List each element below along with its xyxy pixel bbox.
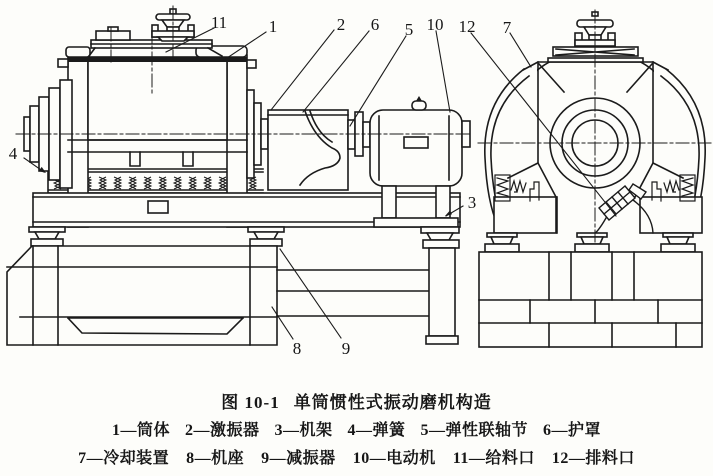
motor	[370, 96, 470, 186]
callout-7: 7	[502, 18, 512, 37]
right-view	[479, 12, 705, 347]
foundation-blocks	[479, 252, 702, 347]
legend-item: 6—护罩	[543, 422, 602, 439]
callout-1: 1	[268, 17, 278, 36]
legend-item: 10—电动机	[352, 450, 436, 467]
damper-feet-left-view	[29, 227, 284, 246]
vibrator-housing	[268, 110, 348, 190]
legend-row-2	[0, 445, 713, 468]
left-view	[7, 9, 470, 345]
figure-number: 图 10-1	[221, 393, 280, 412]
legend-item: 5—弹性联轴节	[420, 422, 529, 439]
callout-9: 9	[341, 339, 351, 358]
legend-item: 2—激振器	[184, 422, 260, 439]
callout-5: 5	[404, 20, 414, 39]
callout-8: 8	[292, 339, 302, 358]
end-view-supports	[494, 163, 702, 233]
base-connector-lines	[277, 270, 429, 316]
callout-6: 6	[370, 15, 380, 34]
legend-row-1	[0, 417, 713, 440]
legend-item: 1—筒体	[111, 422, 170, 439]
callout-11: 11	[210, 13, 228, 32]
callout-2: 2	[336, 15, 346, 34]
legend-item: 4—弹簧	[347, 422, 406, 439]
callout-4: 4	[8, 144, 18, 163]
legend-item: 11—给料口	[452, 450, 535, 467]
motor-pillar	[421, 227, 459, 344]
callout-12: 12	[458, 17, 476, 36]
legend-item: 7—冷却装置	[78, 450, 170, 467]
callout-10: 10	[426, 15, 444, 34]
legend-item: 8—机座	[186, 450, 245, 467]
legend-item: 9—减振器	[261, 450, 336, 467]
figure-caption	[0, 388, 713, 413]
damper-feet-end-view	[485, 233, 695, 252]
legend-item: 12—排料口	[551, 450, 635, 467]
figure-title: 单筒惯性式振动磨机构造	[293, 393, 492, 412]
drum-body	[68, 57, 247, 166]
legend-item: 3—机架	[274, 422, 333, 439]
callout-3: 3	[467, 193, 477, 212]
machine-base	[7, 246, 277, 345]
